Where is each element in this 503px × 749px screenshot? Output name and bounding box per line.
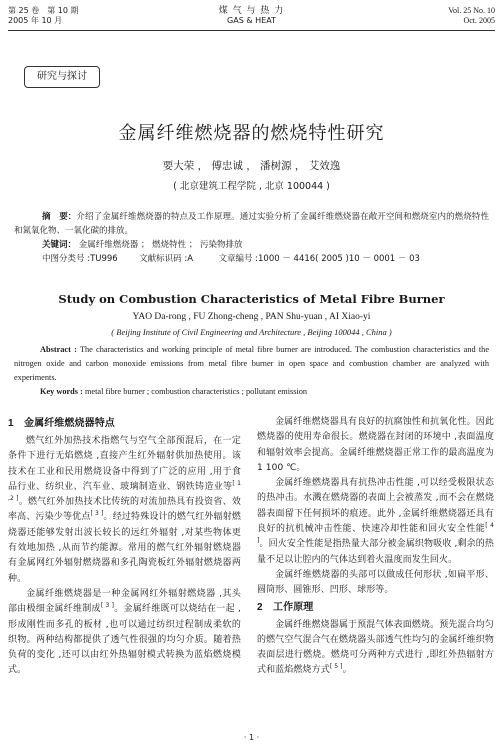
citation-3: [ 3 ] — [90, 510, 104, 518]
paper-title-en: Study on Combustion Characteristics of Metal Fibre Burner — [58, 292, 445, 306]
section-2-title: 工作原理 — [273, 601, 314, 613]
r-p2-text-end: 。回火安全性能是指热量大部分被金属织物吸收 ,剩余的热量不足以让腔内的气体达到着火温度而发生回火。 — [257, 539, 494, 565]
citation-3b: [ 3 ] — [100, 602, 115, 610]
header-left — [8, 6, 79, 26]
article-no-value: 1000 － 4416( 2005 )10 － 0001 － 03 — [258, 254, 420, 264]
abstract-en — [14, 343, 489, 399]
column-label-text: 研究与探讨 — [37, 71, 87, 82]
abstract-en-body: The characteristics and working principle of metal fibre burner are introduced. The combustion characteristics and the nitrogen oxide and carbon monoxide emissions from metal fibre burner in open space and combustion chamber are analyzed with experiments. — [14, 345, 489, 382]
citation-1-2: [ 1 ,2 ] — [8, 479, 241, 503]
s1p2-text-end: 。金属纤维既可以烧结在一起 ,形成刚性而多孔的板材 ,也可以通过纺织过程制成柔软的织物。两种结构都提供了透气性很强的均匀介质。随着热负荷的变化 ,还可以由红外热辐射模式转换为蓝焰燃烧模式。 — [8, 604, 241, 676]
abstract-en-label: Abstract : — [40, 345, 77, 354]
issue-date: 2005 年 10 月 — [8, 16, 63, 25]
citation-4: [ 4 ] — [257, 522, 494, 545]
keywords-en: metal fibre burner ; combustion characteristics ; pollutant emission — [84, 387, 308, 396]
section-2-number: 2 — [257, 601, 263, 613]
right-paragraph-3 — [257, 568, 494, 599]
journal-name-en: GAS & HEAT — [227, 16, 276, 25]
section-1-number: 1 — [8, 418, 14, 429]
s1p1-text-end: 。经过特殊设计的燃气红外辐射燃烧器还能够发射出波长较长的远红外辐射 ,对某些物体更有效地加热 ,从而节约能源。常用的燃气红外辐射燃烧器有金属网红外辐射燃烧器和多孔陶瓷板红外辐射燃烧器两种。 — [8, 512, 241, 584]
s1p2-text: 金属纤维燃烧器是一种金属网红外辐射燃烧器 ,其头部由极细金属纤维制成 — [8, 588, 241, 615]
doc-code-label: 文献标识码 : — [139, 254, 188, 264]
header-right — [448, 6, 495, 26]
authors-en: YAO Da-rong , FU Zhong-cheng , PAN Shu-yuan , AI Xiao-yi — [132, 312, 371, 322]
abstract-cn-label: 摘 要： — [42, 212, 77, 222]
s2p1-text: 金属纤维燃烧器属于预混气体表面燃烧。预先混合均匀的燃气空气混合气在燃烧器头部透气性均匀的金属纤维织物表面层进行燃烧。燃烧可分两种方式进行 ,即红外热辐射方式和蓝焰燃烧方式 — [257, 619, 494, 676]
journal-name-cn: 煤 气 与 热 力 — [218, 6, 285, 16]
r-p3-text: 金属纤维燃烧器的头部可以做成任何形状 ,如扁平形、圆筒形、圆锥形、凹形、球形等。 — [257, 569, 494, 596]
section-1-title: 金属纤维燃烧器特点 — [24, 418, 115, 429]
clc-label: 中图分类号 : — [42, 254, 91, 264]
s1p1-text-cont: 。燃气红外加热技术比传统的对流加热具有投资省、效率高、污染少等优点 — [8, 497, 241, 523]
section-1-heading — [8, 416, 241, 432]
section-2-paragraph-1 — [257, 618, 494, 679]
keywords-cn-label: 关键词： — [42, 240, 77, 250]
volume-issue: 第 25 卷 第 10 期 — [8, 6, 79, 15]
clc-value: TU996 — [90, 254, 118, 264]
s1p1-text: 燃气红外加热技术指燃气与空气全部预混后，在一定条件下进行无焰燃烧 ,直接产生红外辐射供加热使用。该技术在工业和民用燃烧设备中得到了广泛的应用 ,用于食品行业、纺织业、汽车业、玻璃制造业、钢铁铸造业等 — [8, 436, 241, 492]
r-p2-text: 金属纤维燃烧器具有抗热冲击性能 ,可以经受极限状态的热冲击。水溅在燃烧器的表面上会被蒸发 ,而不会在燃烧器表面留下任何损坏的痕迹。此外 ,金属纤维燃烧器还具有良好的抗机械冲击性能、快速冷却性能和回火安全性能 — [257, 478, 494, 535]
keywords-en-label: Key words : — [40, 387, 83, 396]
classification-line — [14, 252, 489, 266]
abstract-cn — [14, 210, 489, 266]
authors-cn: 要大荣 ， 傅忠诚 ， 潘树源 ， 艾效逸 — [162, 160, 341, 172]
keywords-cn: 金属纤维燃烧器 ； 燃烧特性 ； 污染物排放 — [78, 240, 243, 250]
paper-title-cn: 金属纤维燃烧器的燃烧特性研究 — [118, 123, 385, 144]
header-rule — [8, 30, 495, 31]
s2p1-text-end: 。 — [342, 665, 352, 676]
abstract-en-text — [14, 343, 489, 385]
affiliation-cn: ( 北京建筑工程学院 , 北京 100044 ) — [173, 181, 330, 192]
month-year-en: Oct. 2005 — [463, 16, 495, 25]
keywords-cn-line — [14, 238, 489, 252]
right-paragraph-1 — [257, 415, 494, 476]
abstract-cn-body: 介绍了金属纤维燃烧器的特点及工作原理。通过实验分析了金属纤维燃烧器在敞开空间和燃烧室内的燃烧特性和氮氧化物、一氧化碳的排放。 — [14, 212, 489, 236]
column-label — [24, 66, 100, 88]
header-center — [200, 6, 303, 26]
article-no-label: 文章编号 : — [218, 254, 259, 264]
citation-5: [ 5 ] — [329, 663, 343, 671]
affiliation-en: ( Beijing Institute of Civil Engineering and Architecture , Beijing 100044 , China ) — [111, 327, 392, 337]
right-paragraph-2 — [257, 476, 494, 568]
section-2-heading — [257, 600, 494, 616]
r-p1-text: 金属纤维燃烧器具有良好的抗腐蚀性和抗氧化性。因此燃烧器的使用寿命很长。燃烧器在封闭的环境中 ,表面温度和辐射效率会提高。金属纤维燃烧器正常工作的最高温度为 1 100 ℃。 — [257, 417, 494, 473]
abstract-cn-text — [14, 210, 489, 238]
left-column — [8, 415, 241, 679]
page-number: · 1 · — [243, 733, 260, 742]
section-1-paragraph-1 — [8, 434, 241, 587]
volume-number-en: Vol. 25 No. 10 — [448, 6, 495, 15]
doc-code-value: A — [187, 254, 194, 264]
section-1-paragraph-2 — [8, 587, 241, 679]
keywords-en-line — [14, 385, 489, 399]
right-column — [257, 415, 494, 679]
